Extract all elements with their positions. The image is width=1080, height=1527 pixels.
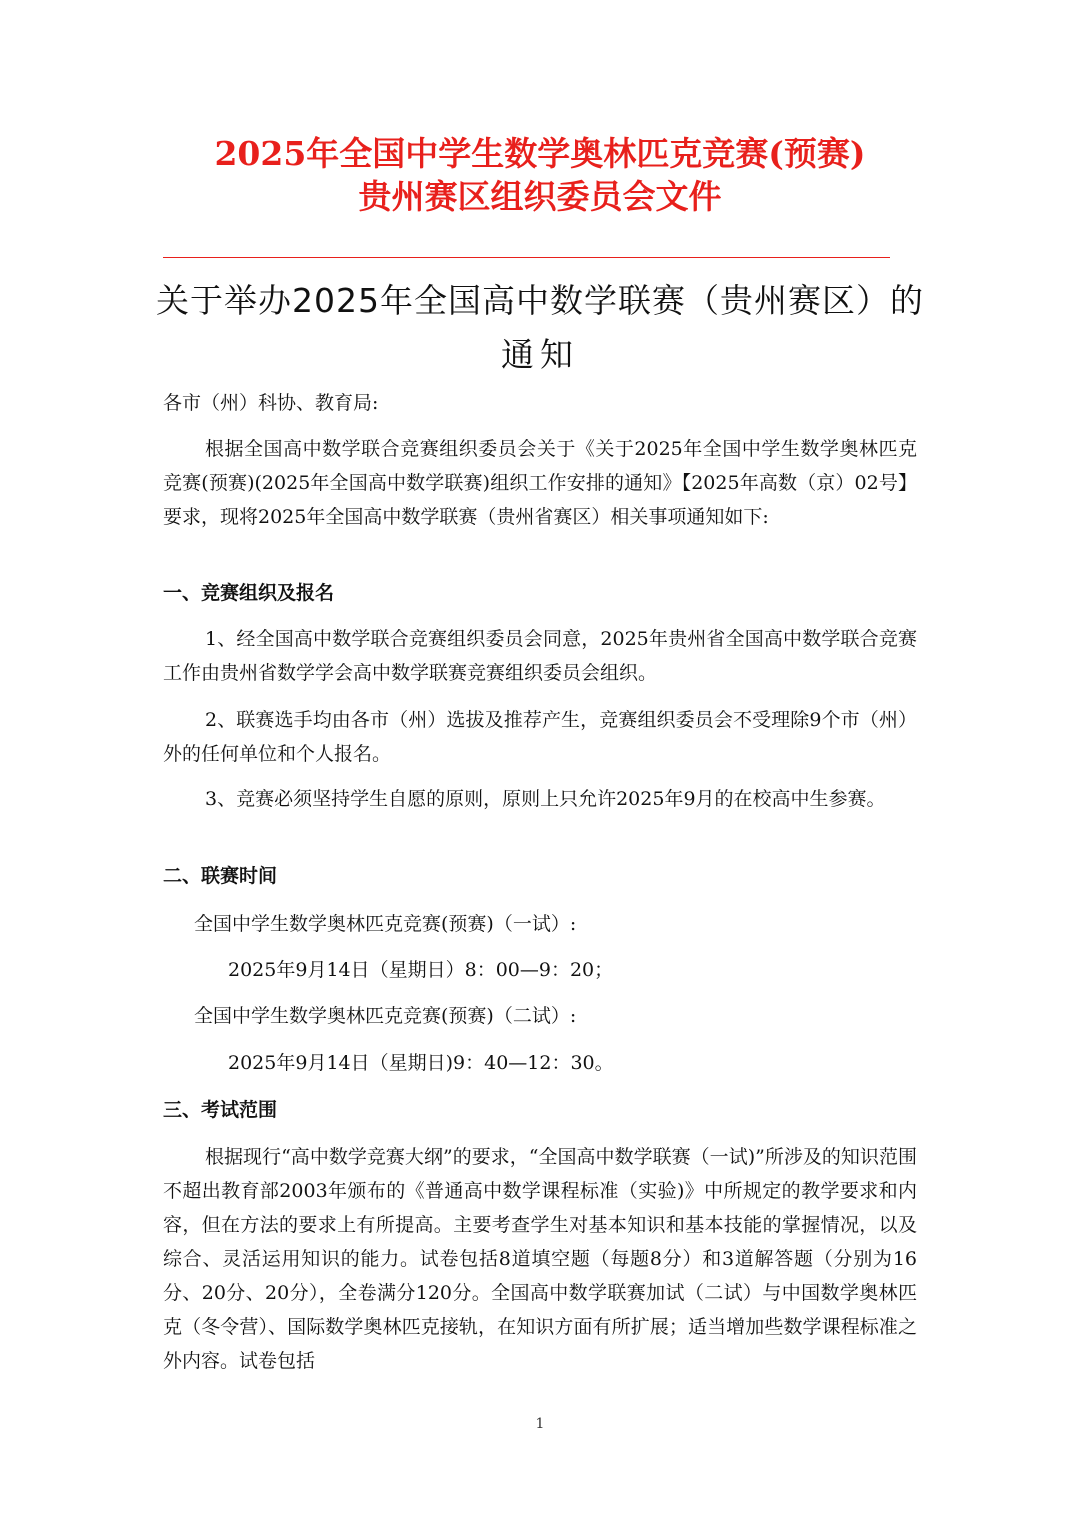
header-title-line2: 贵州赛区组织委员会文件	[358, 177, 722, 216]
header-title-line1: 2025年全国中学生数学奥林匹克竞赛(预赛)	[214, 134, 866, 173]
schedule-time-second-round: 2025年9月14日（星期日)9：40—12：30。	[228, 1052, 614, 1074]
section-heading-time: 二、联赛时间	[163, 865, 278, 887]
schedule-time-first-round: 2025年9月14日（星期日）8：00—9：20；	[228, 959, 614, 981]
schedule-label-first-round: 全国中学生数学奥林匹克竞赛(预赛)（一试）:	[194, 913, 577, 935]
red-divider	[163, 257, 890, 258]
section-heading-scope: 三、考试范围	[163, 1099, 278, 1121]
section-heading-organization: 一、竞赛组织及报名	[163, 582, 335, 604]
intro-paragraph: 根据全国高中数学联合竞赛组织委员会关于《关于2025年全国中学生数学奥林匹克竞赛(预赛)(2025年全国高中数学联赛)组织工作安排的通知》【2025年高数（京）02号】要求，现将2025年全国高中数学联赛（贵州省赛区）相关事项通知如下:	[163, 438, 917, 528]
notice-title-line2: 通知	[501, 335, 579, 374]
paragraph-scope: 根据现行“高中数学竞赛大纲”的要求，“全国高中数学联赛（一试)”所涉及的知识范围不超出教育部2003年颁布的《普通高中数学课程标准（实验)》中所规定的教学要求和内容，但在方法的要求上有所提高。主要考查学生对基本知识和基本技能的掌握情况，以及综合、灵活运用知识的能力。试卷包括8道填空题（每题8分）和3道解答题（分别为16分、20分、20分），全卷满分120分。全国高中数学联赛加试（二试）与中国数学奥林匹克（冬令营）、国际数学奥林匹克接轨，在知识方面有所扩展；适当增加些数学课程标准之外内容。试卷包括	[163, 1146, 917, 1372]
salutation: 各市（州）科协、教育局:	[163, 392, 379, 414]
paragraph-organization-1: 1、经全国高中数学联合竞赛组织委员会同意，2025年贵州省全国高中数学联合竞赛工作由贵州省数学学会高中数学联赛竞赛组织委员会组织。	[163, 628, 917, 684]
paragraph-organization-2: 2、联赛选手均由各市（州）选拔及推荐产生，竞赛组织委员会不受理除9个市（州）外的任何单位和个人报名。	[163, 709, 917, 765]
page-number: 1	[535, 1416, 545, 1432]
paragraph-organization-3: 3、竞赛必须坚持学生自愿的原则，原则上只允许2025年9月的在校高中生参赛。	[205, 788, 886, 810]
schedule-label-second-round: 全国中学生数学奥林匹克竞赛(预赛)（二试）:	[194, 1005, 577, 1027]
notice-title-line1: 关于举办2025年全国高中数学联赛（贵州赛区）的	[156, 281, 924, 320]
